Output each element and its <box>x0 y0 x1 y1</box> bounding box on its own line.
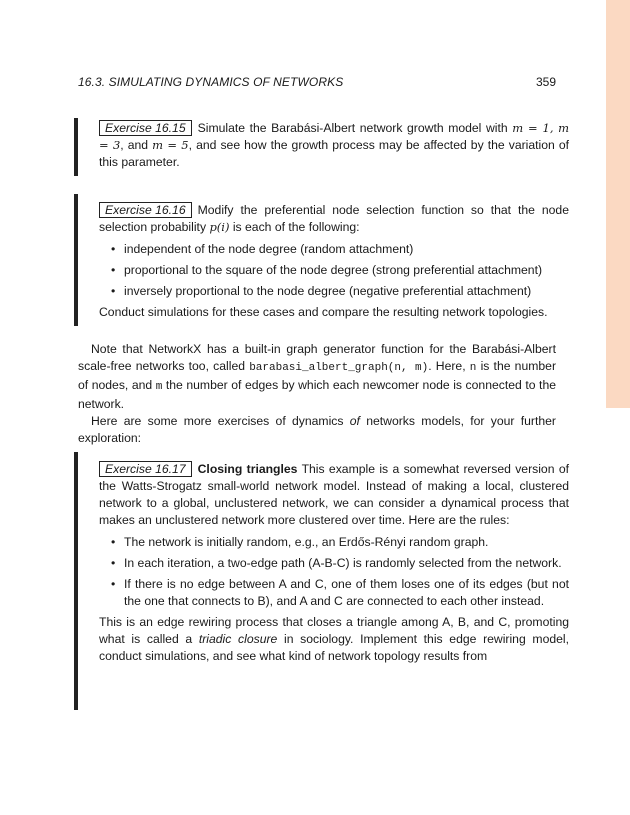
text: , and <box>120 138 153 152</box>
exercise-16-16-text <box>99 194 569 236</box>
text: is each of the following: <box>229 220 360 234</box>
text: Modify the preferential node selection function so that the node selection probability <box>99 203 569 234</box>
exercise-16-17-text: Exercise 16.17 Closing triangles This example is a somewhat reversed version of the Watts-Strogatz small-world network model. Instead of making a local, clustered network to a global, unclustered network, we can consider a dynamical process that makes an unclustered network more clustered over time. Here are the rules: <box>99 462 569 527</box>
bullet-list <box>99 534 569 610</box>
text: , and see how the growth process may be affected by the variation of this parameter. <box>99 138 570 169</box>
list-item: • The network is initially random, e.g., an Erdős-Rényi random graph. <box>111 535 489 549</box>
list-item: • If there is no edge between A and C, one of them loses one of its edges (but not the one that connects to B), and A and C are connected to each other instead. <box>111 577 569 608</box>
exercise-16-16 <box>74 194 569 326</box>
text: Simulate the Barabási-Albert network growth model with <box>197 121 513 135</box>
paragraph: Note that NetworkX has a built-in graph generator function for the Barabási-Albert scale-free networks too, called barabasi_albert_graph(n, m). Here, n is the number of nodes, and m the number of edges by which each newcomer node is connected to the network. <box>78 342 557 411</box>
exercise-16-17-conclusion: This is an edge rewiring process that closes a triangle among A, B, and C, promoting what is called a triadic closure in sociology. Implement this edge rewiring model, conduct simulations, and see what kind of network topology results from <box>99 615 569 663</box>
list-item: • In each iteration, a two-edge path (A-B-C) is randomly selected from the network. <box>111 556 562 570</box>
exercise-label: Exercise 16.17 <box>99 461 192 477</box>
math: m = 1, <box>512 121 554 135</box>
code: barabasi_albert_graph(n, m) <box>249 362 429 374</box>
paragraph: Here are some more exercises of dynamics of networks models, for your further exploration: <box>78 414 556 445</box>
header-title: 16.3. SIMULATING DYNAMICS OF NETWORKS <box>78 75 344 89</box>
exercise-label: Exercise 16.15 <box>99 120 192 136</box>
math: m = 3 <box>99 121 569 152</box>
page-number: 359 <box>535 75 556 89</box>
side-thumb-tab <box>606 0 630 408</box>
exercise-16-17 <box>74 452 569 710</box>
exercise-label: Exercise 16.16 <box>99 202 192 218</box>
running-header <box>78 75 556 89</box>
exercise-heading: Closing triangles <box>197 462 298 476</box>
exercise-16-15 <box>74 118 569 176</box>
bullet-list <box>99 241 569 300</box>
list-item: • inversely proportional to the node degree (negative preferential attachment) <box>111 284 532 298</box>
math: m = 5 <box>152 138 189 152</box>
body-text <box>78 341 556 447</box>
list-item: • proportional to the square of the node degree (strong preferential attachment) <box>111 263 543 277</box>
code: m <box>155 381 163 393</box>
list-item: • independent of the node degree (random attachment) <box>111 242 414 256</box>
code: n <box>469 362 477 374</box>
exercise-16-16-conclusion: Conduct simulations for these cases and compare the resulting network topologies. <box>99 305 548 319</box>
exercise-16-15-text <box>99 118 569 171</box>
math: p(i) <box>209 220 230 234</box>
